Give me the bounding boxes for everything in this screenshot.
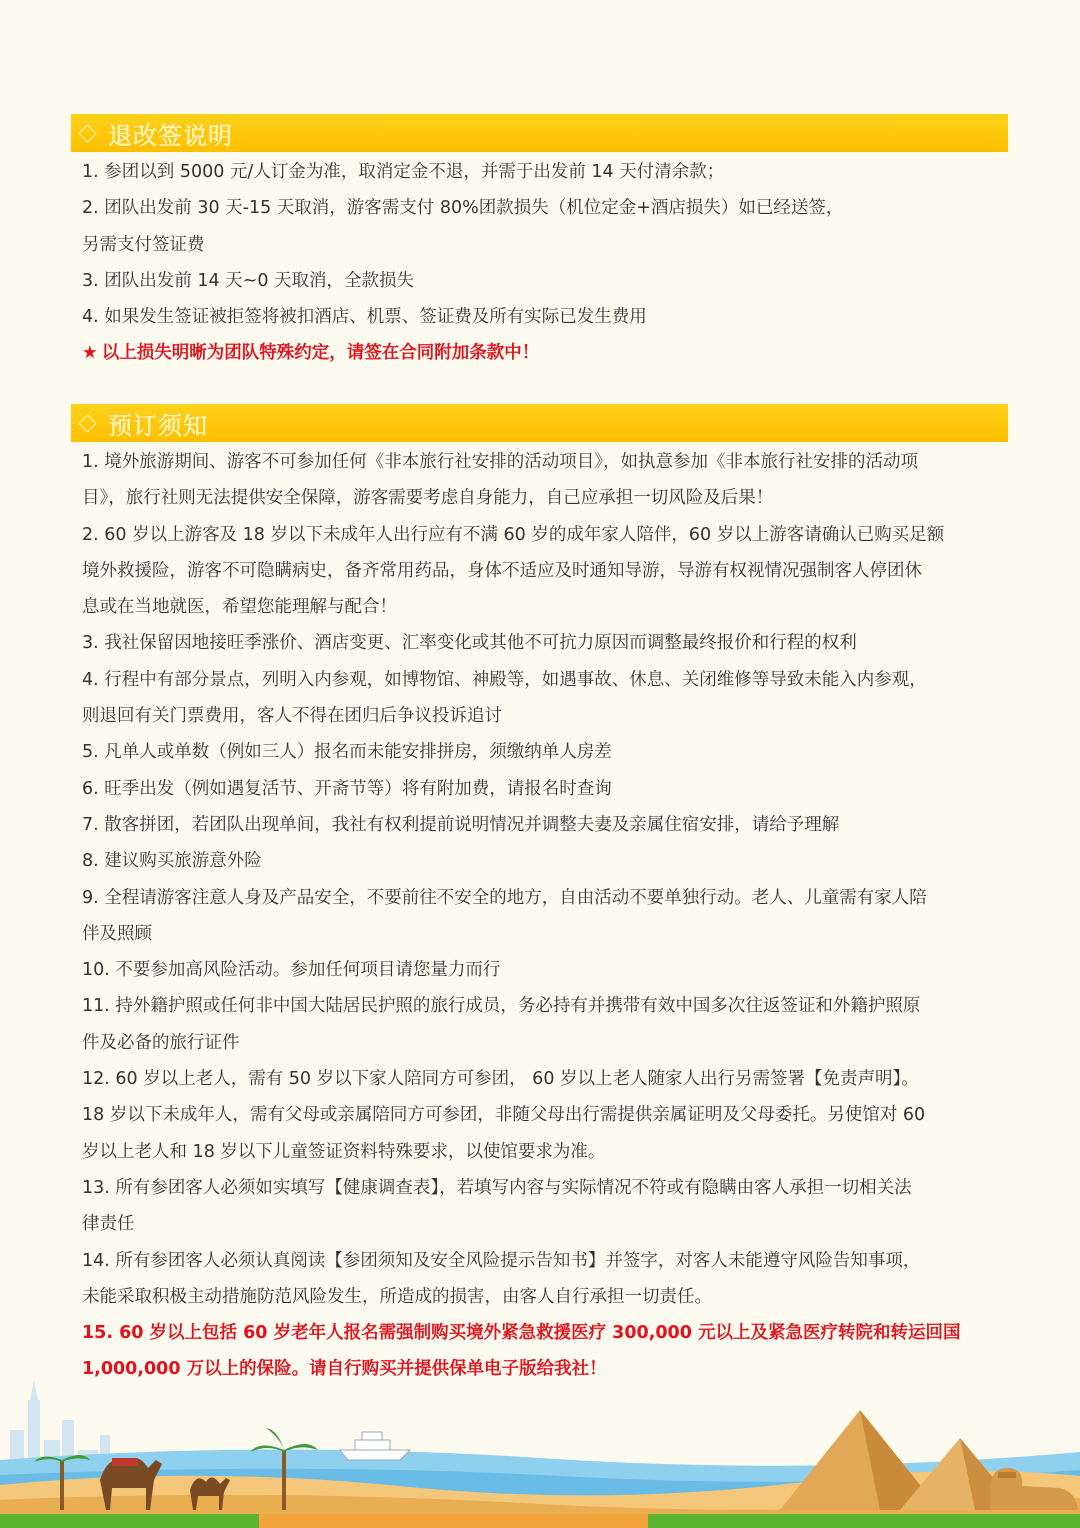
section-title: 退改签说明	[108, 121, 233, 150]
refund-terms-list	[82, 154, 1007, 372]
insurance-notice: 1,000,000 万以上的保险。请自行购买并提供保单电子版给我社！	[82, 1359, 607, 1380]
list-item: 2. 团队出发前 30 天-15 天取消，游客需支付 80%团款损失（机位定金+酒店损失）如已经送签，	[82, 198, 844, 219]
list-item: 18 岁以下未成年人，需有父母或亲属陪同方可参团，非随父母出行需提供亲属证明及父母委托。另使馆对 60	[82, 1105, 926, 1126]
bottom-stripe	[0, 1514, 1080, 1528]
star-icon: ★	[82, 343, 98, 364]
list-item: 律责任	[82, 1214, 135, 1235]
booking-notes-list	[82, 444, 1007, 1388]
list-item: 4. 行程中有部分景点，列明入内参观，如博物馆、神殿等，如遇事故、休息、关闭维修等导致未能入内参观，	[82, 669, 927, 690]
special-notice	[82, 335, 1007, 371]
section-header-booking	[71, 404, 1008, 442]
list-item: 3. 我社保留因地接旺季涨价、酒店变更、汇率变化或其他不可抗力原因而调整最终报价和行程的权利	[82, 633, 857, 654]
list-item: 1. 境外旅游期间、游客不可参加任何《非本旅行社安排的活动项目》，如执意参加《非本旅行社安排的活动项	[82, 452, 919, 472]
list-item: 4. 如果发生签证被拒签将被扣酒店、机票、签证费及所有实际已发生费用	[82, 307, 647, 328]
list-item: 12. 60 岁以上老人，需有 50 岁以下家人陪同方可参团， 60 岁以上老人随家人出行另需签署【免责声明】。	[82, 1069, 919, 1090]
list-item: 8. 建议购买旅游意外险	[82, 851, 262, 872]
list-item: 岁以上老人和 18 岁以下儿童签证资料特殊要求，以使馆要求为准。	[82, 1141, 606, 1162]
list-item: 13. 所有参团客人必须如实填写【健康调查表】，若填写内容与实际情况不符或有隐瞒由客人承担一切相关法	[82, 1177, 912, 1198]
list-item: 10. 不要参加高风险活动。参加任何项目请您量力而行	[82, 960, 501, 981]
list-item: 7. 散客拼团，若团队出现单间，我社有权利提前说明情况并调整夫妻及亲属住宿安排，请给予理解	[82, 814, 840, 835]
diamond-icon	[78, 124, 96, 142]
list-item: 息或在当地就医，希望您能理解与配合！	[82, 597, 397, 618]
list-item: 14. 所有参团客人必须认真阅读【参团须知及安全风险提示告知书】并签字，对客人未能遵守风险告知事项，	[82, 1250, 921, 1271]
faded-watermark	[400, 1467, 408, 1497]
section-header-refund	[71, 114, 1008, 152]
list-item: 3. 团队出发前 14 天~0 天取消，全款损失	[82, 270, 415, 291]
section-title: 预订须知	[108, 411, 208, 440]
list-item: 6. 旺季出发（例如遇复活节、开斋节等）将有附加费，请报名时查询	[82, 778, 612, 799]
notice-text: 以上损失明晰为团队特殊约定，请签在合同附加条款中！	[101, 343, 540, 364]
footer-scenery	[0, 1380, 1080, 1528]
list-item: 境外救援险，游客不可隐瞒病史，备齐常用药品，身体不适应及时通知导游，导游有权视情况强制客人停团休	[82, 560, 922, 581]
insurance-notice: 15. 60 岁以上包括 60 岁老年人报名需强制购买境外紧急救援医疗 300,000 元以上及紧急医疗转院和转运回国	[82, 1323, 961, 1344]
list-item: 另需支付签证费	[82, 234, 205, 255]
list-item: 件及必备的旅行证件	[82, 1032, 240, 1053]
list-item: 9. 全程请游客注意人身及产品安全，不要前往不安全的地方，自由活动不要单独行动。老人、儿童需有家人陪	[82, 887, 927, 908]
diamond-icon	[78, 414, 96, 432]
list-item: 1. 参团以到 5000 元/人订金为准，取消定金不退，并需于出发前 14 天付清余款；	[82, 162, 725, 182]
list-item: 目》，旅行社则无法提供安全保障，游客需要考虑自身能力，自己应承担一切风险及后果！	[82, 488, 774, 509]
scenery-illustration	[0, 1380, 1080, 1528]
list-item: 5. 凡单人或单数（例如三人）报名而未能安排拼房，须缴纳单人房差	[82, 742, 612, 763]
list-item: 则退回有关门票费用，客人不得在团归后争议投诉追讨	[82, 706, 502, 727]
list-item: 11. 持外籍护照或任何非中国大陆居民护照的旅行成员，务必持有并携带有效中国多次往返签证和外籍护照原	[82, 996, 921, 1017]
list-item: 伴及照顾	[82, 923, 152, 944]
list-item: 未能采取积极主动措施防范风险发生，所造成的损害，由客人自行承担一切责任。	[82, 1286, 712, 1307]
list-item: 2. 60 岁以上游客及 18 岁以下未成年人出行应有不满 60 岁的成年家人陪伴，60 岁以上游客请确认已购买足额	[82, 524, 945, 545]
